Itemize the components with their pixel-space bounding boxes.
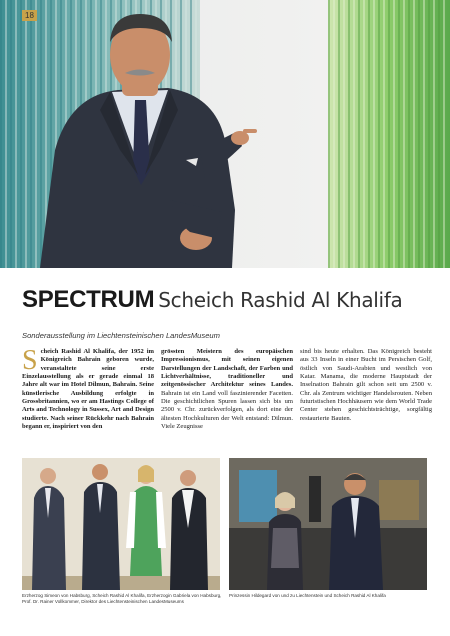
artwork-stripe xyxy=(418,0,420,268)
artwork-stripe xyxy=(413,0,415,268)
artwork-stripe xyxy=(328,0,330,268)
column-3 xyxy=(300,348,432,423)
artwork-stripe xyxy=(343,0,345,268)
caption-group-photo: Erzherzog Simeon von Habsburg, Scheich Rashid Al Khalifa, Erzherzogin Gabriela von Habsburg, Prof. Dr. Rainer Vollkommer, Direktor des Liechtensteinischen LandesMuseums xyxy=(22,593,222,604)
artwork-stripe xyxy=(40,0,42,268)
page-number: 18 xyxy=(22,10,37,21)
artwork-stripe xyxy=(423,0,425,268)
caption-exhibition-photo: Prinzessin Hildegard von und zu Liechtenstein und Scheich Rashid Al Khalifa xyxy=(229,593,386,598)
title-sub: Scheich Rashid Al Khalifa xyxy=(158,288,403,312)
artwork-stripe xyxy=(10,0,12,268)
artwork-stripe xyxy=(338,0,340,268)
artwork-stripe xyxy=(443,0,445,268)
column-2-bold: grössten Meistern des europäischen Impressionismus, mit seinen eigenen Darstellungen der Landschaft, der Farben und Lichtverhältnisse, traditioneller und zeitgenössischer Architektur seines Landes. xyxy=(161,348,293,389)
artwork-stripe xyxy=(333,0,335,268)
column-3-text: sind bis heute erhalten. Das Königreich besteht aus 33 Inseln in einer Bucht im Persischen Golf, östlich von Saudi-Arabien und westlich von Katar. Manama, die moderne Hauptstadt der Inselnation Bahrain gilt schon seit um 2500 v. Chr. als Zentrum wichtiger Handelsrouten. Neben futuristischen Hochhäusern wie dem World Trade Center stehen geschichtsträchtige, sorgfältig restaurierte Bauten. xyxy=(300,348,432,422)
artwork-stripe xyxy=(348,0,350,268)
artwork-stripe xyxy=(388,0,390,268)
artwork-stripe xyxy=(35,0,37,268)
group-photo xyxy=(22,458,220,590)
artwork-stripe xyxy=(438,0,440,268)
column-1 xyxy=(22,345,154,431)
article-subtitle: Sonderausstellung im Liechtensteinischen LandesMuseum xyxy=(22,331,220,340)
artwork-stripe xyxy=(428,0,430,268)
artwork-stripe xyxy=(378,0,380,268)
artwork-stripe xyxy=(363,0,365,268)
drop-cap: S xyxy=(22,345,38,376)
artwork-stripe xyxy=(408,0,410,268)
title-main: SPECTRUM xyxy=(22,286,155,313)
artwork-stripe xyxy=(398,0,400,268)
artwork-stripe xyxy=(5,0,7,268)
right-artwork xyxy=(328,0,450,268)
artwork-stripe xyxy=(393,0,395,268)
hero-photo xyxy=(0,0,450,268)
artwork-stripe xyxy=(383,0,385,268)
artwork-stripe xyxy=(15,0,17,268)
article-body xyxy=(22,345,432,448)
artwork-stripe xyxy=(30,0,32,268)
artwork-stripe xyxy=(373,0,375,268)
column-2 xyxy=(161,348,293,431)
exhibition-photo xyxy=(229,458,427,590)
artwork-stripe xyxy=(368,0,370,268)
artwork-stripe xyxy=(20,0,22,268)
artwork-stripe xyxy=(358,0,360,268)
artwork-stripe xyxy=(433,0,435,268)
column-1-text: cheich Rashid Al Khalifa, der 1952 im Königreich Bahrain geboren wurde, veranstaltete seine erste Einzelausstellung als er gerade einmal 18 Jahre alt war im Hotel Dilmun, Bahrain. Seine künstlerische Ausbildung erfolgte in Grossbritannien, wo er am Hastings College of Arts and Technology in Sussex, Art and Design studierte. Nach seiner Rückkehr nach Bahrain begann er, inspiriert von den xyxy=(22,348,154,431)
artwork-stripe xyxy=(25,0,27,268)
artwork-stripe xyxy=(353,0,355,268)
column-2-text: Bahrain ist ein Land voll faszinierender Facetten. Die geschichtlichen Spuren lassen sich bis um 2500 v. Chr. zurückverfolgen, als dort eine der ältesten Hochkulturen der Welt entstand: Dilmun. Viele Zeugnisse xyxy=(161,389,293,431)
article-title xyxy=(22,286,432,314)
artwork-stripe xyxy=(403,0,405,268)
artwork-stripe xyxy=(0,0,2,268)
